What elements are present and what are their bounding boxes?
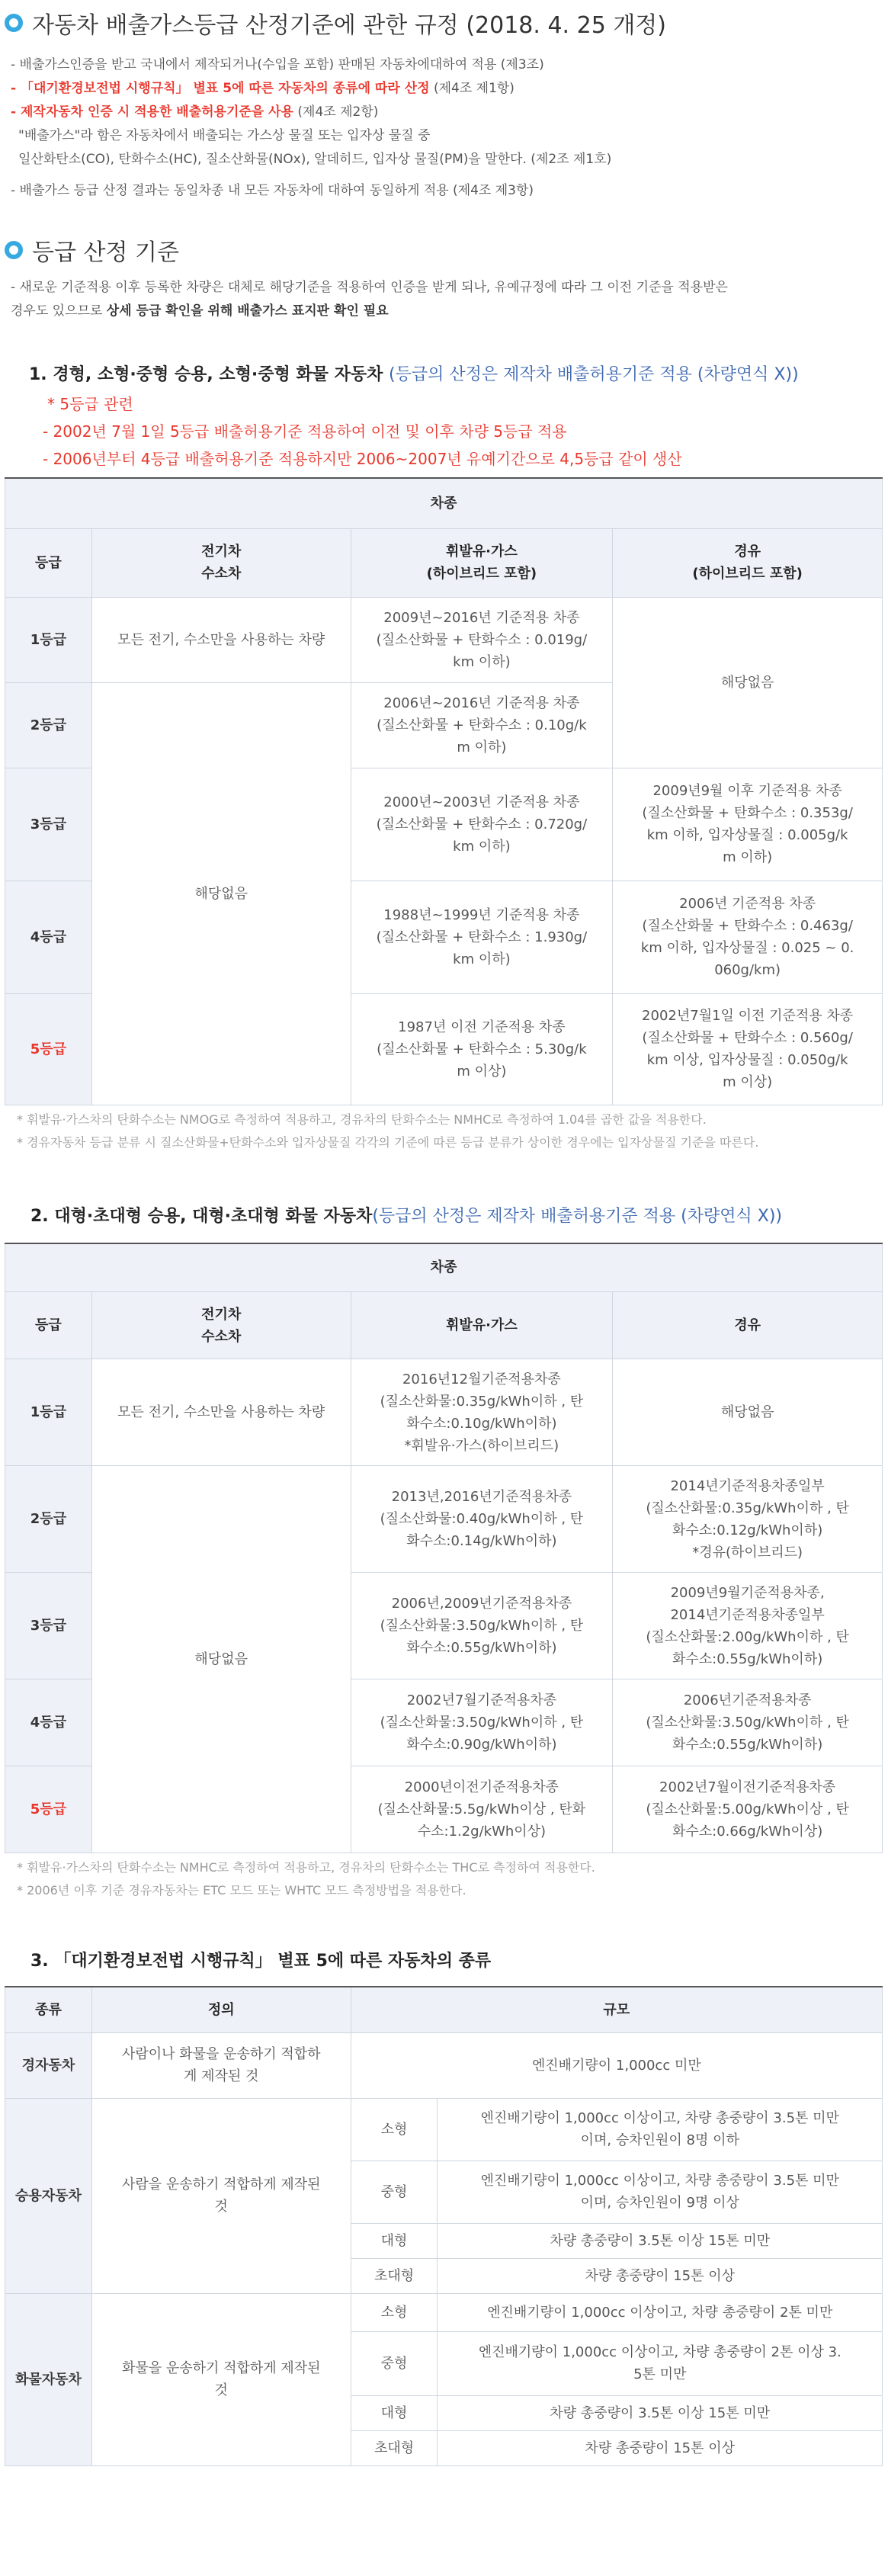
table-cell: 해당없음 xyxy=(91,1466,351,1853)
part1-note: * 5등급 관련 xyxy=(47,395,133,413)
intro-line: - 「대기환경보전법 시행규칙」 별표 5에 따른 자동차의 종류에 따라 산정 (제4조 제1항) xyxy=(11,81,515,96)
size-cell: 초대형 xyxy=(351,2430,438,2465)
footnote: * 휘발유·가스차의 탄화수소는 NMHC로 측정하여 적용하고, 경유차의 탄화수소는 THC로 측정하여 적용한다. xyxy=(17,1860,595,1875)
table-cell: 2009년9월기준적용차종, 2014년기준적용차종일부 (질소산화물:2.00g/kWh이하 , 탄 화수소:0.55g/kWh이하) xyxy=(613,1573,883,1679)
table-cell: 해당없음 xyxy=(91,682,351,1105)
table-cell: 엔진배기량이 1,000cc 이상이고, 차량 총중량이 2톤 미만 xyxy=(438,2293,883,2331)
kind-cell: 화물자동차 xyxy=(5,2293,92,2465)
kind-cell: 승용자동차 xyxy=(5,2098,92,2293)
grade-cell: 4등급 xyxy=(5,1679,92,1766)
table-cell: 2009년~2016년 기준적용 차종 (질소산화물 + 탄화수소 : 0.019g/ km 이하) xyxy=(351,597,613,682)
size-cell: 대형 xyxy=(351,2223,438,2258)
col-header: 휘발유·가스 xyxy=(351,1292,613,1359)
section-desc: 경우도 있으므로 상세 등급 확인을 위해 배출가스 표지판 확인 필요 xyxy=(11,303,389,319)
table-cell: 모든 전기, 수소만을 사용하는 차량 xyxy=(91,1359,351,1466)
col-header: 경유 (하이브리드 포함) xyxy=(613,528,883,597)
intro-line: - 제작자동차 인증 시 적용한 배출허용기준을 사용 (제4조 제2항) xyxy=(11,104,379,120)
grade-cell: 4등급 xyxy=(5,881,92,993)
footnote: * 2006년 이후 기준 경유자동차는 ETC 모드 또는 WHTC 모드 측정방법을 적용한다. xyxy=(17,1883,466,1898)
grade-cell: 2등급 xyxy=(5,682,92,768)
table-cell: 2000년~2003년 기준적용 차종 (질소산화물 + 탄화수소 : 0.720g/ km 이하) xyxy=(351,768,613,881)
col-header: 전기차 수소차 xyxy=(91,528,351,597)
circle-bullet-icon xyxy=(5,14,23,32)
grade-cell: 5등급 xyxy=(5,993,92,1105)
col-header: 규모 xyxy=(351,1987,882,2032)
col-header: 정의 xyxy=(91,1987,351,2032)
table-cell: 2006년 기준적용 차종 (질소산화물 + 탄화수소 : 0.463g/ km 이하, 입자상물질 : 0.025 ~ 0. 060g/km) xyxy=(613,881,883,993)
table-cell: 2006년~2016년 기준적용 차종 (질소산화물 + 탄화수소 : 0.10g/k m 이하) xyxy=(351,682,613,768)
table-cell: 차량 총중량이 15톤 이상 xyxy=(438,2258,883,2293)
table-cell: 차량 총중량이 3.5톤 이상 15톤 미만 xyxy=(438,2395,883,2430)
size-cell: 초대형 xyxy=(351,2258,438,2293)
part1-note: - 2006년부터 4등급 배출허용기준 적용하지만 2006~2007년 유예기간으로 4,5등급 같이 생산 xyxy=(43,450,682,468)
intro-line: "배출가스"라 함은 자동차에서 배출되는 가스상 물질 또는 입자상 물질 중 xyxy=(18,128,431,143)
table-cell: 2006년,2009년기준적용차종 (질소산화물:3.50g/kWh이하 , 탄 화수소:0.55g/kWh이하) xyxy=(351,1573,613,1679)
table-cell: 2014년기준적용차종일부 (질소산화물:0.35g/kWh이하 , 탄 화수소:0.12g/kWh이하) *경유(하이브리드) xyxy=(613,1466,883,1573)
table-cell: 1987년 이전 기준적용 차종 (질소산화물 + 탄화수소 : 5.30g/k m 이상) xyxy=(351,993,613,1105)
footnote: * 휘발유·가스차의 탄화수소는 NMOG로 측정하여 적용하고, 경유차의 탄화수소는 NMHC로 측정하여 1.04를 곱한 값을 적용한다. xyxy=(17,1112,707,1127)
table-cell: 1988년~1999년 기준적용 차종 (질소산화물 + 탄화수소 : 1.930g/ km 이하) xyxy=(351,881,613,993)
table-cell: 엔진배기량이 1,000cc 이상이고, 차량 총중량이 3.5톤 미만 이며, 승차인원이 8명 이하 xyxy=(438,2098,883,2161)
table-cell: 엔진배기량이 1,000cc 이상이고, 차량 총중량이 2톤 이상 3. 5톤 미만 xyxy=(438,2331,883,2395)
footnote: * 경유자동차 등급 분류 시 질소산화물+탄화수소와 입자상물질 각각의 기준에 따른 등급 분류가 상이한 경우에는 입자상물질 기준을 따른다. xyxy=(17,1134,759,1150)
table-header: 차종 xyxy=(5,478,883,528)
col-header: 등급 xyxy=(5,528,92,597)
table-cell: 2000년이전기준적용차종 (질소산화물:5.5g/kWh이상 , 탄화 수소:1.2g/kWh이상) xyxy=(351,1766,613,1853)
size-cell: 소형 xyxy=(351,2293,438,2331)
grade-cell: 3등급 xyxy=(5,768,92,881)
col-header: 경유 xyxy=(613,1292,883,1359)
size-cell: 소형 xyxy=(351,2098,438,2161)
grade-table-1 xyxy=(5,477,883,1105)
grade-cell: 1등급 xyxy=(5,597,92,682)
grade-table-2 xyxy=(5,1243,883,1854)
table-cell: 2002년7월1일 이전 기준적용 차종 (질소산화물 + 탄화수소 : 0.560g/ km 이상, 입자상물질 : 0.050g/k m 이상) xyxy=(613,993,883,1105)
table-header: 차종 xyxy=(5,1243,883,1292)
intro-line: 일산화탄소(CO), 탄화수소(HC), 질소산화물(NOx), 알데히드, 입자상 물질(PM)을 말한다. (제2조 제1호) xyxy=(18,152,612,167)
table-cell: 엔진배기량이 1,000cc 미만 xyxy=(351,2032,882,2098)
table-cell: 차량 총중량이 15톤 이상 xyxy=(438,2430,883,2465)
intro-line: - 배출가스인증을 받고 국내에서 제작되거나(수입을 포함) 판매된 자동차에대하여 적용 (제3조) xyxy=(11,57,544,72)
table-cell: 2009년9월 이후 기준적용 차종 (질소산화물 + 탄화수소 : 0.353g/ km 이하, 입자상물질 : 0.005g/k m 이하) xyxy=(613,768,883,881)
col-header: 휘발유·가스 (하이브리드 포함) xyxy=(351,528,613,597)
col-header: 종류 xyxy=(5,1987,92,2032)
col-header: 전기차 수소차 xyxy=(91,1292,351,1359)
size-cell: 중형 xyxy=(351,2161,438,2223)
part2-title: 2. 대형·초대형 승용, 대형·초대형 화물 자동차(등급의 산정은 제작차 배출허용기준 적용 (차량연식 X)) xyxy=(30,1206,782,1226)
section-title: 등급 산정 기준 xyxy=(5,229,881,271)
grade-cell: 2등급 xyxy=(5,1466,92,1573)
table-cell: 사람을 운송하기 적합하게 제작된 것 xyxy=(91,2098,351,2293)
table-cell: 사람이나 화물을 운송하기 적합하 게 제작된 것 xyxy=(91,2032,351,2098)
table-cell: 모든 전기, 수소만을 사용하는 차량 xyxy=(91,597,351,682)
size-cell: 중형 xyxy=(351,2331,438,2395)
grade-cell: 1등급 xyxy=(5,1359,92,1466)
table-cell: 차량 총중량이 3.5톤 이상 15톤 미만 xyxy=(438,2223,883,2258)
part1-note: - 2002년 7월 1일 5등급 배출허용기준 적용하여 이전 및 이후 차량 5등급 적용 xyxy=(43,422,567,441)
part1-title: 1. 경형, 소형·중형 승용, 소형·중형 화물 자동차 (등급의 산정은 제작차 배출허용기준 적용 (차량연식 X)) xyxy=(29,365,799,384)
table-cell: 엔진배기량이 1,000cc 이상이고, 차량 총중량이 3.5톤 미만 이며, 승차인원이 9명 이상 xyxy=(438,2161,883,2223)
table-cell: 2006년기준적용차종 (질소산화물:3.50g/kWh이하 , 탄 화수소:0.55g/kWh이하) xyxy=(613,1679,883,1766)
table-cell: 화물을 운송하기 적합하게 제작된 것 xyxy=(91,2293,351,2465)
size-cell: 대형 xyxy=(351,2395,438,2430)
circle-bullet-icon xyxy=(5,241,23,259)
table-cell: 2013년,2016년기준적용차종 (질소산화물:0.40g/kWh이하 , 탄 화수소:0.14g/kWh이하) xyxy=(351,1466,613,1573)
grade-cell: 5등급 xyxy=(5,1766,92,1853)
table-cell: 2002년7월기준적용차종 (질소산화물:3.50g/kWh이하 , 탄 화수소:0.90g/kWh이하) xyxy=(351,1679,613,1766)
table-cell: 해당없음 xyxy=(613,1359,883,1466)
table-cell: 2002년7월이전기준적용차종 (질소산화물:5.00g/kWh이상 , 탄 화수소:0.66g/kWh이상) xyxy=(613,1766,883,1853)
grade-cell: 3등급 xyxy=(5,1573,92,1679)
intro-line: - 배출가스 등급 산정 결과는 동일차종 내 모든 자동차에 대하여 동일하게 적용 (제4조 제3항) xyxy=(11,183,534,198)
part3-title: 3. 「대기환경보전법 시행규칙」 별표 5에 따른 자동차의 종류 xyxy=(30,1952,492,1971)
page-title: 자동차 배출가스등급 산정기준에 관한 규정 (2018. 4. 25 개정) xyxy=(5,2,881,44)
table-cell: 2016년12월기준적용차종 (질소산화물:0.35g/kWh이하 , 탄 화수소:0.10g/kWh이하) *휘발유·가스(하이브리드) xyxy=(351,1359,613,1466)
vehicle-type-table xyxy=(5,1986,883,2466)
table-cell: 해당없음 xyxy=(613,597,883,768)
kind-cell: 경자동차 xyxy=(5,2032,92,2098)
section-desc: - 새로운 기준적용 이후 등록한 차량은 대체로 해당기준을 적용하여 인증을 받게 되나, 유예규정에 따라 그 이전 기준을 적용받은 xyxy=(11,280,728,295)
col-header: 등급 xyxy=(5,1292,92,1359)
